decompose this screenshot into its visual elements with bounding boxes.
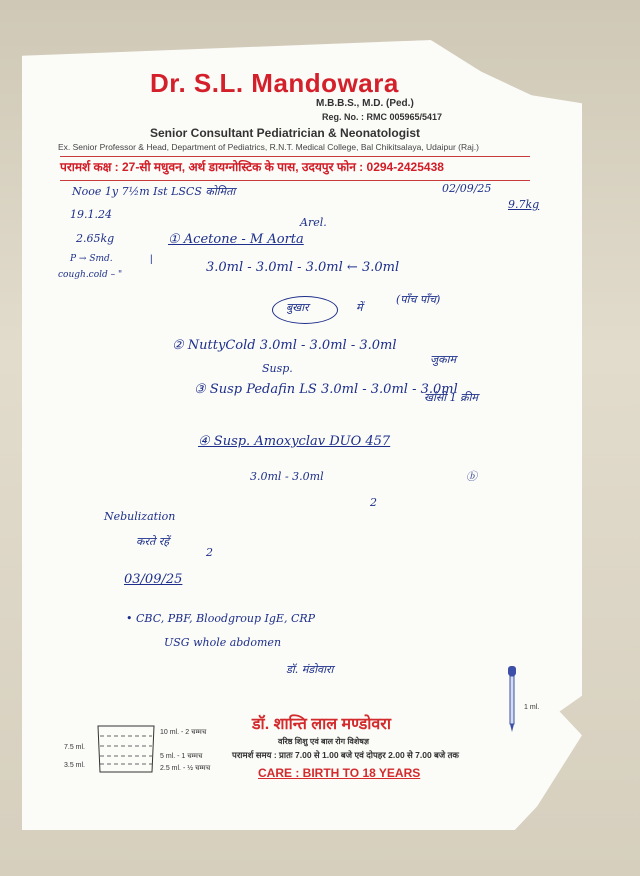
medicine-1-note-fever: बुखार bbox=[286, 301, 309, 314]
cough-cold-note: cough.cold – " bbox=[58, 270, 123, 280]
ex-position: Ex. Senior Professor & Head, Department of Pediatrics, R.N.T. Medical College, Bal Chikitsalaya, Udaipur (Raj.) bbox=[58, 142, 479, 152]
cup-label-10ml: 10 ml. - 2 चम्मच bbox=[160, 729, 207, 736]
medicine-3-note-cough: खाँसी 1 क्रीम bbox=[424, 391, 478, 404]
cup-label-3-5ml: 3.5 ml. bbox=[64, 762, 86, 769]
hindi-doctor-name: डॉ. शान्ति लाल मण्डोवरा bbox=[252, 716, 391, 733]
cup-label-2-5ml: 2.5 ml. - ½ चम्मच bbox=[160, 765, 211, 772]
medicine-4-dose: 3.0ml - 3.0ml bbox=[250, 470, 324, 483]
nebulization-number: 2 bbox=[206, 546, 213, 559]
doctor-signature: डॉ. मंडोवारा bbox=[286, 663, 334, 676]
investigations-line-1: • CBC, PBF, Bloodgroup IgE, CRP bbox=[126, 612, 316, 625]
medicine-2-form: Susp. bbox=[262, 362, 293, 375]
current-weight: 9.7kg bbox=[508, 198, 540, 211]
medicine-4: ④ Susp. Amoxyclav DUO 457 bbox=[198, 434, 391, 449]
cup-label-7-5ml: 7.5 ml. bbox=[64, 744, 86, 751]
medicine-1-note-frequency: (पाँच पाँच) bbox=[396, 293, 441, 306]
nebulization-note: करते रहें bbox=[136, 535, 170, 548]
hindi-doctor-title: वरिष्ठ शिशु एवं बाल रोग विशेषज्ञ bbox=[278, 737, 370, 746]
p-note: P → Smd. bbox=[70, 254, 113, 264]
follow-up-date: 03/09/25 bbox=[124, 572, 183, 587]
dropper-icon bbox=[500, 664, 536, 734]
patient-line: Nooe 1y 7½m Ist LSCS कोमिता bbox=[72, 185, 236, 198]
cup-label-5ml: 5 ml. - 1 चम्मच bbox=[160, 753, 203, 760]
header-divider-top bbox=[60, 156, 530, 157]
medicine-2-note-cold: जुकाम bbox=[430, 353, 457, 366]
visit-date: 02/09/25 bbox=[442, 182, 492, 195]
care-tagline: CARE : BIRTH TO 18 YEARS bbox=[258, 766, 421, 780]
medicine-2: ② NuttyCold 3.0ml - 3.0ml - 3.0ml bbox=[172, 338, 397, 353]
medicine-1: ① Acetone - M Aorta bbox=[168, 232, 304, 247]
date-of-birth: 19.1.24 bbox=[70, 208, 112, 221]
medicine-3: ③ Susp Pedafin LS 3.0ml - 3.0ml - 3.0ml bbox=[194, 382, 458, 397]
medicine-1-note-in: में bbox=[356, 301, 363, 314]
area-note: Arel. bbox=[300, 216, 327, 229]
consultation-timing: परामर्श समय : प्रातः 7.00 से 1.00 बजे एवं दोपहर 2.00 से 7.00 बजे तक bbox=[232, 750, 459, 760]
medicine-4-sub: 2 bbox=[370, 496, 377, 509]
address-phone: परामर्श कक्ष : 27-सी मधुवन, अर्थ डायग्नोस्टिक के पास, उदयपुर फोन : 0294-2425438 bbox=[60, 160, 444, 174]
registration-number: Reg. No. : RMC 005965/5417 bbox=[322, 112, 443, 122]
doctor-title: Senior Consultant Pediatrician & Neonatologist bbox=[150, 126, 421, 140]
medicine-1-dose: 3.0ml - 3.0ml - 3.0ml ← 3.0ml bbox=[206, 260, 400, 275]
medicine-4-mark: ⓑ bbox=[466, 470, 477, 483]
investigations-line-2: USG whole abdomen bbox=[164, 636, 282, 649]
bracket-mark: | bbox=[150, 254, 153, 265]
nebulization-label: Nebulization bbox=[104, 510, 176, 523]
header-divider-bottom bbox=[60, 180, 530, 181]
dropper-label: 1 ml. bbox=[524, 704, 540, 711]
doctor-name: Dr. S.L. Mandowara bbox=[150, 68, 399, 98]
birth-weight: 2.65kg bbox=[76, 232, 115, 245]
doctor-qualifications: M.B.B.S., M.D. (Ped.) bbox=[316, 98, 414, 109]
measuring-cup-icon bbox=[96, 722, 156, 774]
